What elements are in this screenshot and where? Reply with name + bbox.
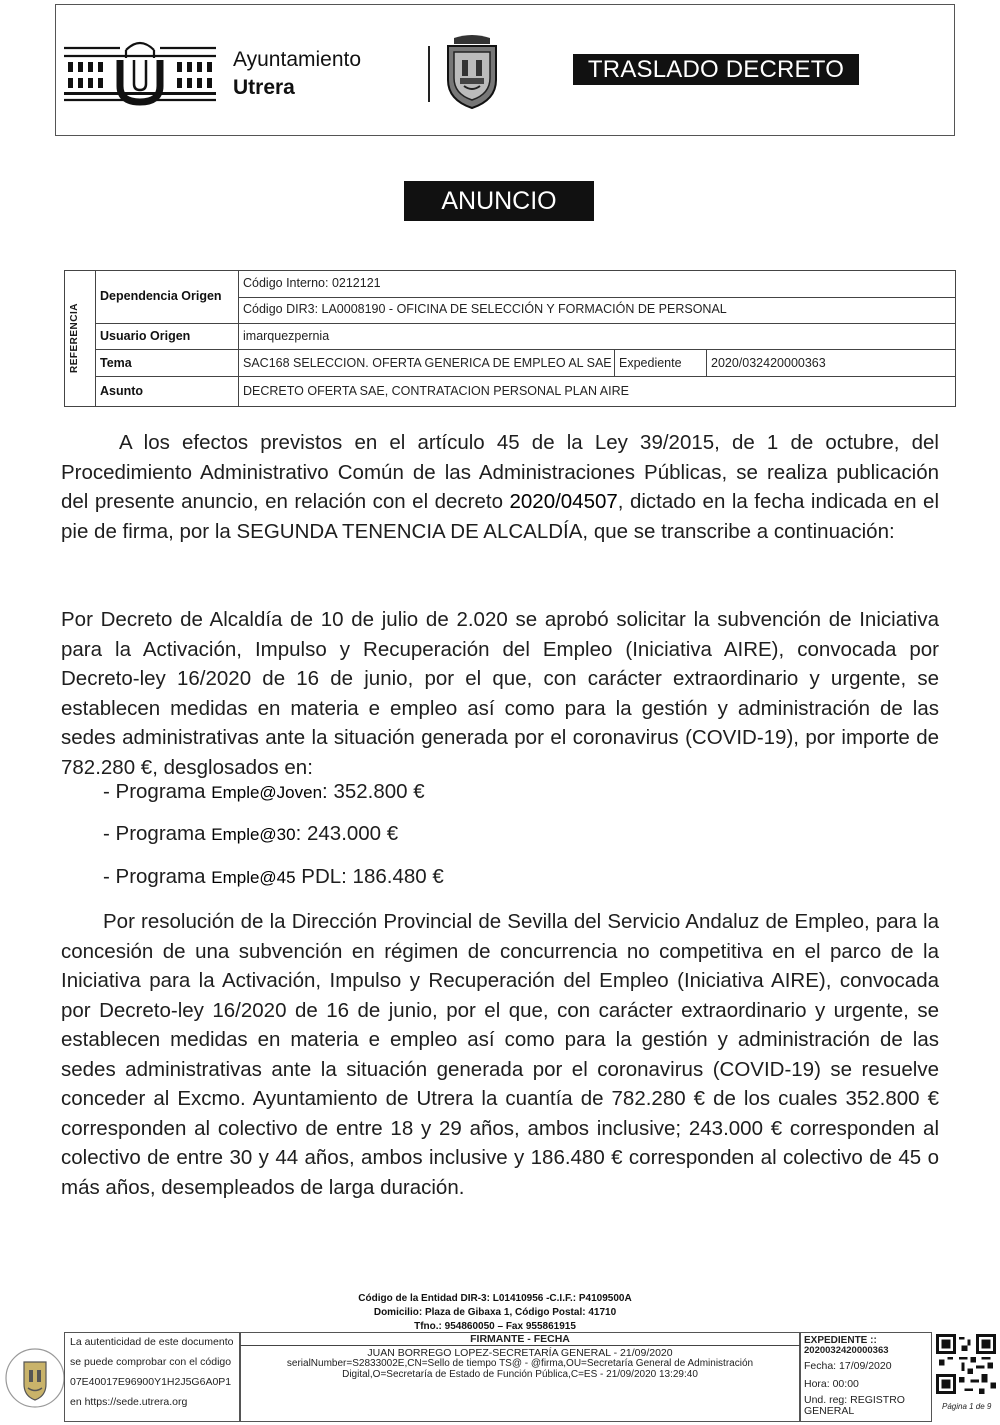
entity-code: Código de la Entidad DIR-3: L01410956 -C.I.F.: P4109500A — [358, 1293, 632, 1304]
verification-url: en https://sede.utrera.org — [70, 1396, 188, 1408]
record-header: EXPEDIENTE :: — [804, 1335, 877, 1346]
expediente-value: 2020/032420000363 — [711, 356, 826, 370]
auth-line: se puede comprobar con el código — [70, 1356, 232, 1368]
logo-line1: Ayuntamiento — [233, 48, 362, 71]
signer-header: FIRMANTE - FECHA — [470, 1333, 570, 1345]
logo-separator — [428, 46, 430, 102]
entity-address: Domicilio: Plaza de Gibaxa 1, Código Postal: 41710 — [373, 1307, 617, 1318]
program-prefix: - Programa — [103, 780, 212, 803]
intro-text-b: , dictado en la fecha indicada en el pie de firma, por la SEGUNDA TENENCIA DE ALCALDÍA, que se transcribe a continuación: — [61, 490, 940, 543]
decree-number: 2020/04507 — [509, 490, 618, 513]
table-rule — [238, 297, 956, 298]
program-name: Emple@45 — [211, 868, 296, 887]
document-type-label: TRASLADO DECRETO — [573, 54, 859, 85]
table-rule — [238, 270, 239, 407]
tema-value: SAC168 SELECCION. OFERTA GENERICA DE EMPLEO AL SAE — [243, 356, 612, 370]
dependencia-label: Dependencia Origen — [100, 289, 222, 303]
intro-paragraph — [61, 428, 939, 546]
program-amount: : 243.000 € — [295, 822, 399, 845]
digital-signature-stamp-icon — [4, 1332, 66, 1424]
program-amount: : 352.800 € — [322, 780, 425, 803]
verification-code: 07E40017E96900Y1H2J5G6A0P1 — [70, 1376, 232, 1388]
expediente-label: Expediente — [619, 356, 682, 370]
asunto-label: Asunto — [100, 384, 144, 398]
program-amount: PDL: 186.480 € — [295, 865, 444, 888]
program-prefix: - Programa — [103, 822, 212, 845]
program-name: Emple@Joven — [211, 783, 323, 802]
signer-rule — [240, 1345, 800, 1346]
auth-line: La autenticidad de este documento — [70, 1336, 234, 1348]
qr-code-icon — [936, 1334, 996, 1394]
record-time: Hora: 00:00 — [804, 1378, 859, 1390]
program-name: Emple@30 — [211, 825, 296, 844]
usuario-value: imarquezpernia — [243, 329, 330, 343]
logo-line2: Utrera — [233, 76, 295, 99]
page-title: ANUNCIO — [404, 181, 594, 221]
usuario-label: Usuario Origen — [100, 329, 191, 343]
entity-phone: Tfno.: 954860050 – Fax 955861915 — [414, 1321, 576, 1330]
decree-paragraph: Por Decreto de Alcaldía de 10 de julio de 2.020 se aprobó solicitar la subvención de Iniciativa para la Activación, Impulso y Recuperación del Empleo (Iniciativa AIRE), convocada por Decreto-ley 16/2020 de 16 de junio, por el que, con carácter extraordinario y urgente, se establecen medidas en materia e empleo así como para la gestión y administración de las sedes administrativas ante la situación generada por el coronavirus (COVID-19), por importe de 782.280 €, desglosados en: — [61, 608, 939, 779]
signer-serial: serialNumber=S2833002E,CN=Sello de tiempo TS@ - @firma,OU=Secretaría General de Administración — [286, 1358, 754, 1369]
intro-text-a: A los efectos previstos en el artículo 45 de la Ley 39/2015, de 1 de octubre, del Procedimiento Administrativo Común de las Administraciones Públicas, se realiza publicación del presente anuncio, en relación con el decreto — [61, 431, 939, 513]
reference-side-label: REFERENCIA — [69, 302, 80, 373]
program-prefix: - Programa — [103, 865, 212, 888]
coat-of-arms-icon — [442, 34, 502, 110]
program-item-30 — [103, 822, 398, 846]
signer-org: Digital,O=Secretaría de Estado de Función Pública,C=ES - 21/09/2020 13:29:40 — [342, 1369, 698, 1380]
record-unit: Und. reg: REGISTRO GENERAL — [804, 1394, 905, 1417]
codigo-interno: Código Interno: 0212121 — [243, 276, 381, 290]
page-number: Página 1 de 9 — [942, 1402, 992, 1411]
signer-name: JUAN BORREGO LOPEZ-SECRETARÍA GENERAL - 21/09/2020 — [367, 1347, 673, 1359]
table-rule — [96, 323, 956, 324]
tema-label: Tema — [100, 356, 132, 370]
table-rule — [96, 349, 956, 350]
record-number: 2020032420000363 — [804, 1345, 889, 1356]
program-item-joven — [103, 780, 425, 804]
record-date: Fecha: 17/09/2020 — [804, 1360, 892, 1372]
table-rule — [96, 376, 956, 377]
codigo-dir3: Código DIR3: LA0008190 - OFICINA DE SELECCIÓN Y FORMACIÓN DE PERSONAL — [243, 302, 727, 316]
table-rule — [614, 349, 615, 376]
resolution-paragraph: Por resolución de la Dirección Provincial de Sevilla del Servicio Andaluz de Empleo, para la concesión de una subvención en régimen de concurrencia no competitiva en el parco de la Iniciativa para la Activación, Impulso y Recuperación del Empleo (Iniciativa AIRE), convocada por Decreto-ley 16/2020 de 16 de junio, por el que, con carácter extraordinario y urgente, se establecen medidas en materia e empleo así como para la gestión y administración de las sedes administrativas ante la situación generada por el coronavirus (COVID-19) se resuelve conceder al Excmo. Ayuntamiento de Utrera la cuantía de 782.280 € de los cuales 352.800 € corresponden al colectivo de entre 18 y 29 años, ambos inclusive; 243.000 € corresponden al colectivo de entre 30 y 44 años, ambos inclusive y 186.480 € corresponden al colectivo de 45 o más años, desempleados de larga duración. — [61, 910, 939, 1199]
asunto-value: DECRETO OFERTA SAE, CONTRATACION PERSONAL PLAN AIRE — [243, 384, 629, 398]
town-hall-logo-icon — [60, 38, 220, 106]
table-rule — [706, 349, 707, 376]
program-item-45 — [103, 865, 444, 889]
